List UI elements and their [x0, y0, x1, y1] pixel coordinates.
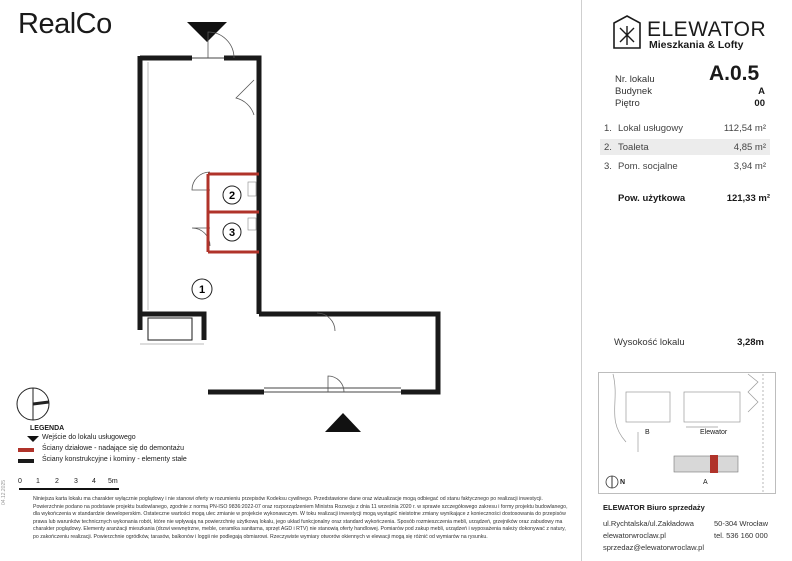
room-row: 3. Pom. socjalne 3,94 m² — [604, 161, 766, 172]
legend-title: LEGENDA — [30, 425, 65, 432]
realco-logo: RealCo — [18, 8, 112, 40]
entrance-marker-top — [187, 22, 227, 42]
office-title: ELEWATOR Biuro sprzedaży — [603, 503, 705, 512]
total-area-label: Pow. użytkowa — [618, 193, 686, 204]
legend-item-structural: Ściany konstrukcyjne i kominy - elementy stałe — [42, 456, 187, 463]
scale-tick-2: 2 — [55, 478, 59, 485]
office-email[interactable]: sprzedaz@elewatorwroclaw.pl — [603, 543, 704, 552]
scale-tick-3: 3 — [74, 478, 78, 485]
north-arrow — [17, 388, 49, 420]
total-area-value: 121,33 m² — [726, 193, 770, 204]
partition-legend-icon — [18, 448, 34, 452]
structural-legend-icon — [18, 459, 34, 463]
entrance-legend-icon — [27, 436, 39, 442]
label-unit-number: Nr. lokalu — [615, 74, 655, 85]
scale-tick-5: 5m — [108, 478, 118, 485]
entrance-marker-bottom — [325, 413, 361, 432]
scale-tick-0: 0 — [18, 478, 22, 485]
label-floor: Piętro — [615, 98, 640, 109]
height-value: 3,28m — [737, 337, 764, 348]
building-value: A — [758, 86, 765, 97]
site-label-a: A — [703, 479, 708, 486]
room-label-3: 3 — [228, 227, 236, 239]
office-phone: tel. 536 160 000 — [714, 531, 768, 540]
elewator-logo-text: ELEWATOR — [647, 18, 767, 41]
highlight-unit — [710, 455, 718, 473]
room-row: 1. Lokal usługowy 112,54 m² — [604, 123, 766, 134]
side-date: 04.12.2025 — [1, 479, 7, 505]
site-label-elewator: Elewator — [700, 429, 728, 436]
site-building-a — [674, 455, 738, 473]
office-website[interactable]: elewatorwroclaw.pl — [603, 531, 666, 540]
structural-walls — [140, 56, 438, 392]
legend-item-partition: Ściany działowe - nadające się do demontażu — [42, 445, 185, 452]
room-label-2: 2 — [228, 190, 236, 202]
site-label-north: N — [620, 479, 626, 486]
disclaimer: Niniejsza karta lokalu ma charakter wyłącznie poglądowy i nie stanowi oferty w rozumieniu przepisów Kodeksu cywilnego. Przedstawione dane oraz wizualizacje mogą odbiegać od stanu faktycznego po realizacji inwestycji. Powierzchnie podano na podstawie projektu budowlanego, zgodnie z normą PN-ISO 9836:2022-07 oraz rozporządzeniem Ministra Rozwoju z dnia 11 września 2020 r. w sprawie szczegółowego zakresu i formy projektu budowlanego, dla wykończenia w standardzie deweloperskim. Ostateczne wartości mogą ulec zmianie w projekcie wykonawczym. W toku realizacji inwestycji mogą wystąpić nieistotne zmiany wynikające z konieczności dostosowania do przepisów prawa lub warunków technicznych wykonania robót, które nie wpływają na powierzchnię użytkową lokalu, jego układ funkcjonalny oraz standard wykończenia. Sposób rozmieszczenia mebli, urządzeń, grzejników oraz zabudowy ma charakter poglądowy. Elementy aranżacji mieszkania (drzwi wewnętrzne, meble, ceramika sanitarna, sprzęt AGD i RTV) nie stanowią oferty handlowej. Pomiarów pod zakup mebli, urządzeń i wyposażenia należy dokonywać z natury, po zakończeniu realizacji. Powierzchnie ogródków, tarasów, balkonów i loggii nie podlegają obmiarowi. Rzeczywiste wymiary otworów okiennych w elewacji mogą się różnić od wymiarów na rysunku. — [33, 496, 568, 540]
site-map — [598, 372, 776, 494]
office-postal: 50-304 Wrocław — [714, 519, 769, 528]
elewator-logo-icon — [613, 15, 641, 49]
scale-tick-1: 1 — [36, 478, 40, 485]
site-label-b: B — [645, 429, 650, 436]
label-building: Budynek — [615, 86, 652, 97]
divider — [581, 0, 582, 561]
floor-value: 00 — [754, 98, 765, 109]
office-address: ul.Rychtalska/ul.Zakładowa — [603, 519, 694, 528]
scale-tick-4: 4 — [92, 478, 96, 485]
legend-item-entrance: Wejście do lokalu usługowego — [42, 434, 136, 441]
scale-bar — [19, 480, 119, 490]
room-row: 2. Toaleta 4,85 m² — [600, 139, 770, 155]
elewator-subtitle: Mieszkania & Lofty — [649, 39, 744, 51]
height-label: Wysokość lokalu — [614, 337, 685, 348]
room-label-1: 1 — [198, 284, 206, 296]
unit-code: A.0.5 — [709, 62, 760, 85]
